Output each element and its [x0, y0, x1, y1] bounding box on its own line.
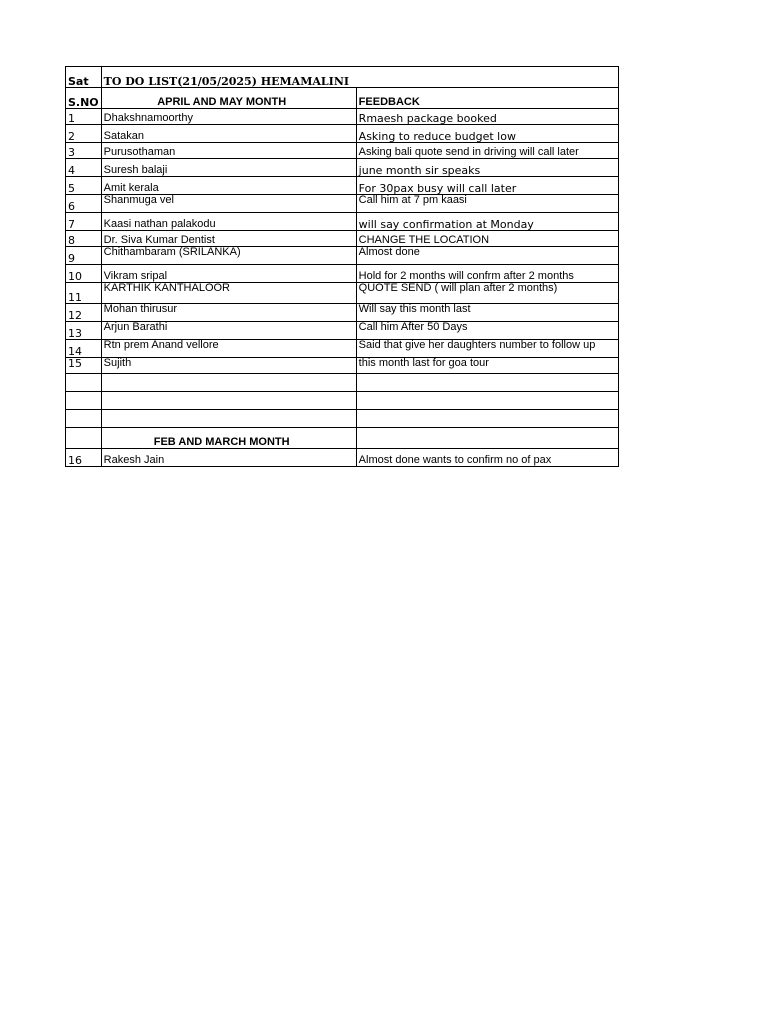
empty-cell[interactable] [356, 428, 618, 449]
todo-sheet [65, 66, 619, 467]
row-number[interactable]: 6 [66, 195, 102, 213]
row-feedback[interactable]: this month last for goa tour [356, 358, 618, 374]
table-row [66, 304, 619, 322]
table-row [66, 283, 619, 304]
row-number[interactable]: 14 [66, 340, 102, 358]
row-feedback[interactable]: QUOTE SEND ( will plan after 2 months) [356, 283, 618, 304]
title-row [66, 67, 619, 88]
table-row [66, 449, 619, 467]
row-number[interactable]: 2 [66, 125, 102, 143]
table-row [66, 358, 619, 374]
row-number[interactable]: 4 [66, 159, 102, 177]
row-name[interactable]: Rtn prem Anand vellore [101, 340, 356, 358]
section-month-header[interactable]: FEB AND MARCH MONTH [101, 428, 356, 449]
row-number[interactable]: 9 [66, 247, 102, 265]
table-row [66, 322, 619, 340]
table-row [66, 109, 619, 125]
row-name[interactable]: Mohan thirusur [101, 304, 356, 322]
row-number[interactable]: 11 [66, 283, 102, 304]
row-name[interactable]: Shanmuga vel [101, 195, 356, 213]
row-feedback[interactable]: Hold for 2 months will confrm after 2 months [356, 265, 618, 283]
row-name[interactable]: Satakan [101, 125, 356, 143]
empty-row [66, 410, 619, 428]
table-row [66, 247, 619, 265]
row-feedback[interactable]: Said that give her daughters number to follow up [356, 340, 618, 358]
row-number[interactable]: 16 [66, 449, 102, 467]
row-name[interactable]: Chithambaram (SRILANKA) [101, 247, 356, 265]
row-name[interactable]: Amit kerala [101, 177, 356, 195]
row-name[interactable]: Arjun Barathi [101, 322, 356, 340]
empty-cell[interactable] [101, 410, 356, 428]
row-name[interactable]: Kaasi nathan palakodu [101, 213, 356, 231]
row-feedback[interactable]: Will say this month last [356, 304, 618, 322]
table-row [66, 231, 619, 247]
row-feedback[interactable]: Almost done [356, 247, 618, 265]
row-number[interactable]: 15 [66, 358, 102, 374]
row-number[interactable]: 7 [66, 213, 102, 231]
row-name[interactable]: Dr. Siva Kumar Dentist [101, 231, 356, 247]
row-feedback[interactable]: Asking to reduce budget low [356, 125, 618, 143]
day-cell[interactable]: Sat [66, 67, 102, 88]
row-number[interactable]: 8 [66, 231, 102, 247]
empty-cell[interactable] [66, 428, 102, 449]
row-name[interactable]: Suresh balaji [101, 159, 356, 177]
table-row [66, 213, 619, 231]
empty-cell[interactable] [101, 392, 356, 410]
header-row [66, 88, 619, 109]
row-feedback[interactable]: Almost done wants to confirm no of pax [356, 449, 618, 467]
table-row [66, 195, 619, 213]
empty-cell[interactable] [356, 392, 618, 410]
row-feedback[interactable]: june month sir speaks [356, 159, 618, 177]
empty-row [66, 374, 619, 392]
feedback-header[interactable]: FEEDBACK [356, 88, 618, 109]
table-row [66, 265, 619, 283]
table-row [66, 159, 619, 177]
row-name[interactable]: Rakesh Jain [101, 449, 356, 467]
row-name[interactable]: Purusothaman [101, 143, 356, 159]
row-number[interactable]: 3 [66, 143, 102, 159]
empty-cell[interactable] [356, 410, 618, 428]
empty-row [66, 392, 619, 410]
title-cell[interactable]: TO DO LIST(21/05/2025) HEMAMALINI [101, 67, 618, 88]
table-row [66, 125, 619, 143]
empty-cell[interactable] [66, 374, 102, 392]
empty-cell[interactable] [101, 374, 356, 392]
empty-cell[interactable] [66, 410, 102, 428]
empty-cell[interactable] [356, 374, 618, 392]
row-number[interactable]: 12 [66, 304, 102, 322]
row-feedback[interactable]: Asking bali quote send in driving will call later [356, 143, 618, 159]
section-header-row [66, 428, 619, 449]
row-feedback[interactable]: Call him at 7 pm kaasi [356, 195, 618, 213]
table-row [66, 177, 619, 195]
row-feedback[interactable]: For 30pax busy will call later [356, 177, 618, 195]
row-name[interactable]: KARTHIK KANTHALOOR [101, 283, 356, 304]
table-row [66, 143, 619, 159]
sno-header[interactable]: S.NO [66, 88, 102, 109]
row-number[interactable]: 5 [66, 177, 102, 195]
month-header[interactable]: APRIL AND MAY MONTH [101, 88, 356, 109]
row-feedback[interactable]: CHANGE THE LOCATION [356, 231, 618, 247]
row-name[interactable]: Dhakshnamoorthy [101, 109, 356, 125]
row-name[interactable]: Sujith [101, 358, 356, 374]
table-row [66, 340, 619, 358]
row-number[interactable]: 1 [66, 109, 102, 125]
row-feedback[interactable]: will say confirmation at Monday [356, 213, 618, 231]
row-number[interactable]: 10 [66, 265, 102, 283]
row-feedback[interactable]: Call him After 50 Days [356, 322, 618, 340]
row-feedback[interactable]: Rmaesh package booked [356, 109, 618, 125]
row-number[interactable]: 13 [66, 322, 102, 340]
empty-cell[interactable] [66, 392, 102, 410]
row-name[interactable]: Vikram sripal [101, 265, 356, 283]
